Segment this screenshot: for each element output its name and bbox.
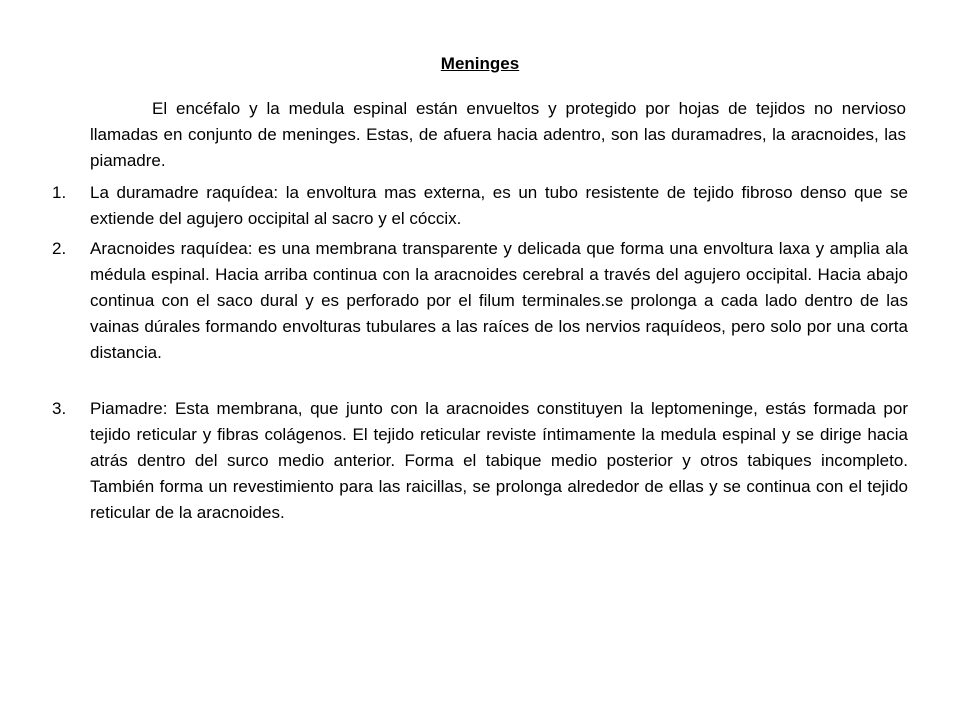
list-item <box>52 236 908 366</box>
list-item-number: 2. <box>52 239 67 258</box>
list-item-text: Piamadre: Esta membrana, que junto con la aracnoides constituyen la leptomeninge, estás formada por tejido reticular y fibras colágenos. El tejido reticular reviste íntimamente la medula espinal y se dirige hacia atrás dentro del surco medio anterior. Forma el tabique medio posterior y otros tabiques incompleto. También forma un revestimiento para las raicillas, se prolonga alrededor de ellas y se continua con el tejido reticular de la aracnoides. <box>90 399 908 522</box>
list-item <box>52 180 908 232</box>
list-item-text: Aracnoides raquídea: es una membrana transparente y delicada que forma una envoltura laxa y amplia ala médula espinal. Hacia arriba continua con la aracnoides cerebral a través del agujero occipital. Hacia abajo continua con el saco dural y es perforado por el filum terminales.se prolonga a cada lado dentro de las vainas dúrales formando envolturas tubulares a las raíces de los nervios raquídeos, pero solo por una corta distancia. <box>90 239 908 362</box>
list-item <box>52 396 908 526</box>
list-item-number: 3. <box>52 399 67 418</box>
list-item-text: La duramadre raquídea: la envoltura mas externa, es un tubo resistente de tejido fibroso denso que se extiende del agujero occipital al sacro y el cóccix. <box>90 183 908 228</box>
intro-paragraph: El encéfalo y la medula espinal están envueltos y protegido por hojas de tejidos no nervioso llamadas en conjunto de meninges. Estas, de afuera hacia adentro, son las duramadres, la aracnoides, las piamadre. <box>90 99 906 170</box>
page-title: Meninges <box>440 54 520 73</box>
list-item-number: 1. <box>52 183 67 202</box>
